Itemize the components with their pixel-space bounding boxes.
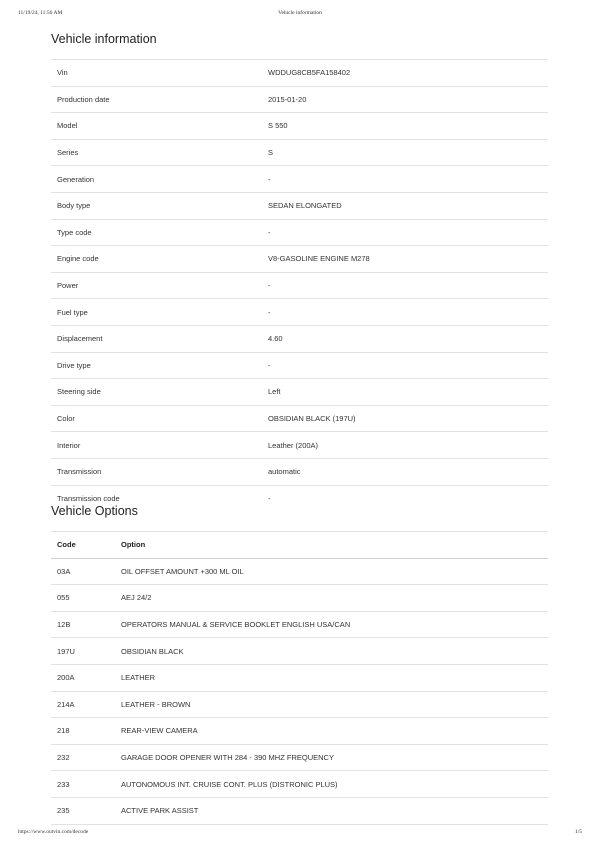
info-value: S [262, 139, 548, 166]
option-code: 200A [51, 664, 115, 691]
info-value: S 550 [262, 113, 548, 140]
info-label: Drive type [51, 352, 262, 379]
info-value: - [262, 272, 548, 299]
table-row [51, 797, 548, 824]
option-code: 055 [51, 585, 115, 612]
option-code: 218 [51, 718, 115, 745]
option-name: AUTONOMOUS INT. CRUISE CONT. PLUS (DISTRONIC PLUS) [115, 771, 548, 798]
vehicle-information-table [51, 59, 548, 511]
option-name: LEATHER [115, 664, 548, 691]
info-row-vin [51, 60, 548, 87]
info-label: Generation [51, 166, 262, 193]
column-header-option: Option [115, 532, 548, 559]
print-footer [18, 829, 582, 839]
info-value: - [262, 485, 548, 511]
info-row-series [51, 139, 548, 166]
page-number: 1/5 [574, 829, 582, 835]
table-row [51, 718, 548, 745]
print-timestamp: 11/19/24, 11:56 AM [18, 10, 63, 16]
vehicle-options-table [51, 531, 548, 825]
option-name: LEATHER - BROWN [115, 691, 548, 718]
table-row [51, 558, 548, 585]
table-row [51, 611, 548, 638]
info-row-power [51, 272, 548, 299]
option-code: 235 [51, 797, 115, 824]
option-code: 233 [51, 771, 115, 798]
table-row [51, 664, 548, 691]
info-value: Leather (200A) [262, 432, 548, 459]
info-label: Fuel type [51, 299, 262, 326]
option-name: ACTIVE PARK ASSIST [115, 797, 548, 824]
info-label: Production date [51, 86, 262, 113]
info-label: Series [51, 139, 262, 166]
table-row [51, 585, 548, 612]
info-label: Engine code [51, 246, 262, 273]
info-label: Displacement [51, 325, 262, 352]
info-value: automatic [262, 458, 548, 485]
table-row [51, 771, 548, 798]
info-row-interior [51, 432, 548, 459]
table-row [51, 691, 548, 718]
info-row-generation [51, 166, 548, 193]
info-value: 4.60 [262, 325, 548, 352]
option-name: GARAGE DOOR OPENER WITH 284 - 390 MHZ FREQUENCY [115, 744, 548, 771]
option-name: REAR-VIEW CAMERA [115, 718, 548, 745]
info-value: V8-GASOLINE ENGINE M278 [262, 246, 548, 273]
info-value: SEDAN ELONGATED [262, 192, 548, 219]
info-row-displacement [51, 325, 548, 352]
info-value: - [262, 166, 548, 193]
info-value: - [262, 219, 548, 246]
option-name: OPERATORS MANUAL & SERVICE BOOKLET ENGLISH USA/CAN [115, 611, 548, 638]
info-value: 2015-01-20 [262, 86, 548, 113]
option-code: 197U [51, 638, 115, 665]
info-row-engine-code [51, 246, 548, 273]
info-row-model [51, 113, 548, 140]
info-label: Model [51, 113, 262, 140]
info-row-steering-side [51, 379, 548, 406]
info-value: WDDUG8CB5FA158402 [262, 60, 548, 87]
info-row-fuel-type [51, 299, 548, 326]
info-label: Steering side [51, 379, 262, 406]
print-url[interactable]: https://www.outvin.com/decode [18, 829, 89, 835]
option-code: 03A [51, 558, 115, 585]
vehicle-options-title: Vehicle Options [51, 504, 138, 518]
info-value: - [262, 299, 548, 326]
print-page-title: Vehicle information [278, 10, 322, 16]
info-label: Type code [51, 219, 262, 246]
table-row [51, 638, 548, 665]
option-code: 214A [51, 691, 115, 718]
option-name: OBSIDIAN BLACK [115, 638, 548, 665]
print-header [18, 10, 582, 20]
info-label: Vin [51, 60, 262, 87]
info-row-production-date [51, 86, 548, 113]
info-label: Interior [51, 432, 262, 459]
info-label: Transmission [51, 458, 262, 485]
info-row-color [51, 405, 548, 432]
table-row [51, 744, 548, 771]
info-row-transmission [51, 458, 548, 485]
info-row-type-code [51, 219, 548, 246]
option-name: AEJ 24/2 [115, 585, 548, 612]
info-row-body-type [51, 192, 548, 219]
options-header-row [51, 532, 548, 559]
info-label: Color [51, 405, 262, 432]
option-code: 232 [51, 744, 115, 771]
option-name: OIL OFFSET AMOUNT +300 ML OIL [115, 558, 548, 585]
column-header-code: Code [51, 532, 115, 559]
option-code: 12B [51, 611, 115, 638]
vehicle-information-title: Vehicle information [51, 32, 157, 46]
info-value: OBSIDIAN BLACK (197U) [262, 405, 548, 432]
info-row-drive-type [51, 352, 548, 379]
info-value: - [262, 352, 548, 379]
info-label: Body type [51, 192, 262, 219]
info-value: Left [262, 379, 548, 406]
info-label: Transmission code [51, 485, 262, 511]
info-label: Power [51, 272, 262, 299]
